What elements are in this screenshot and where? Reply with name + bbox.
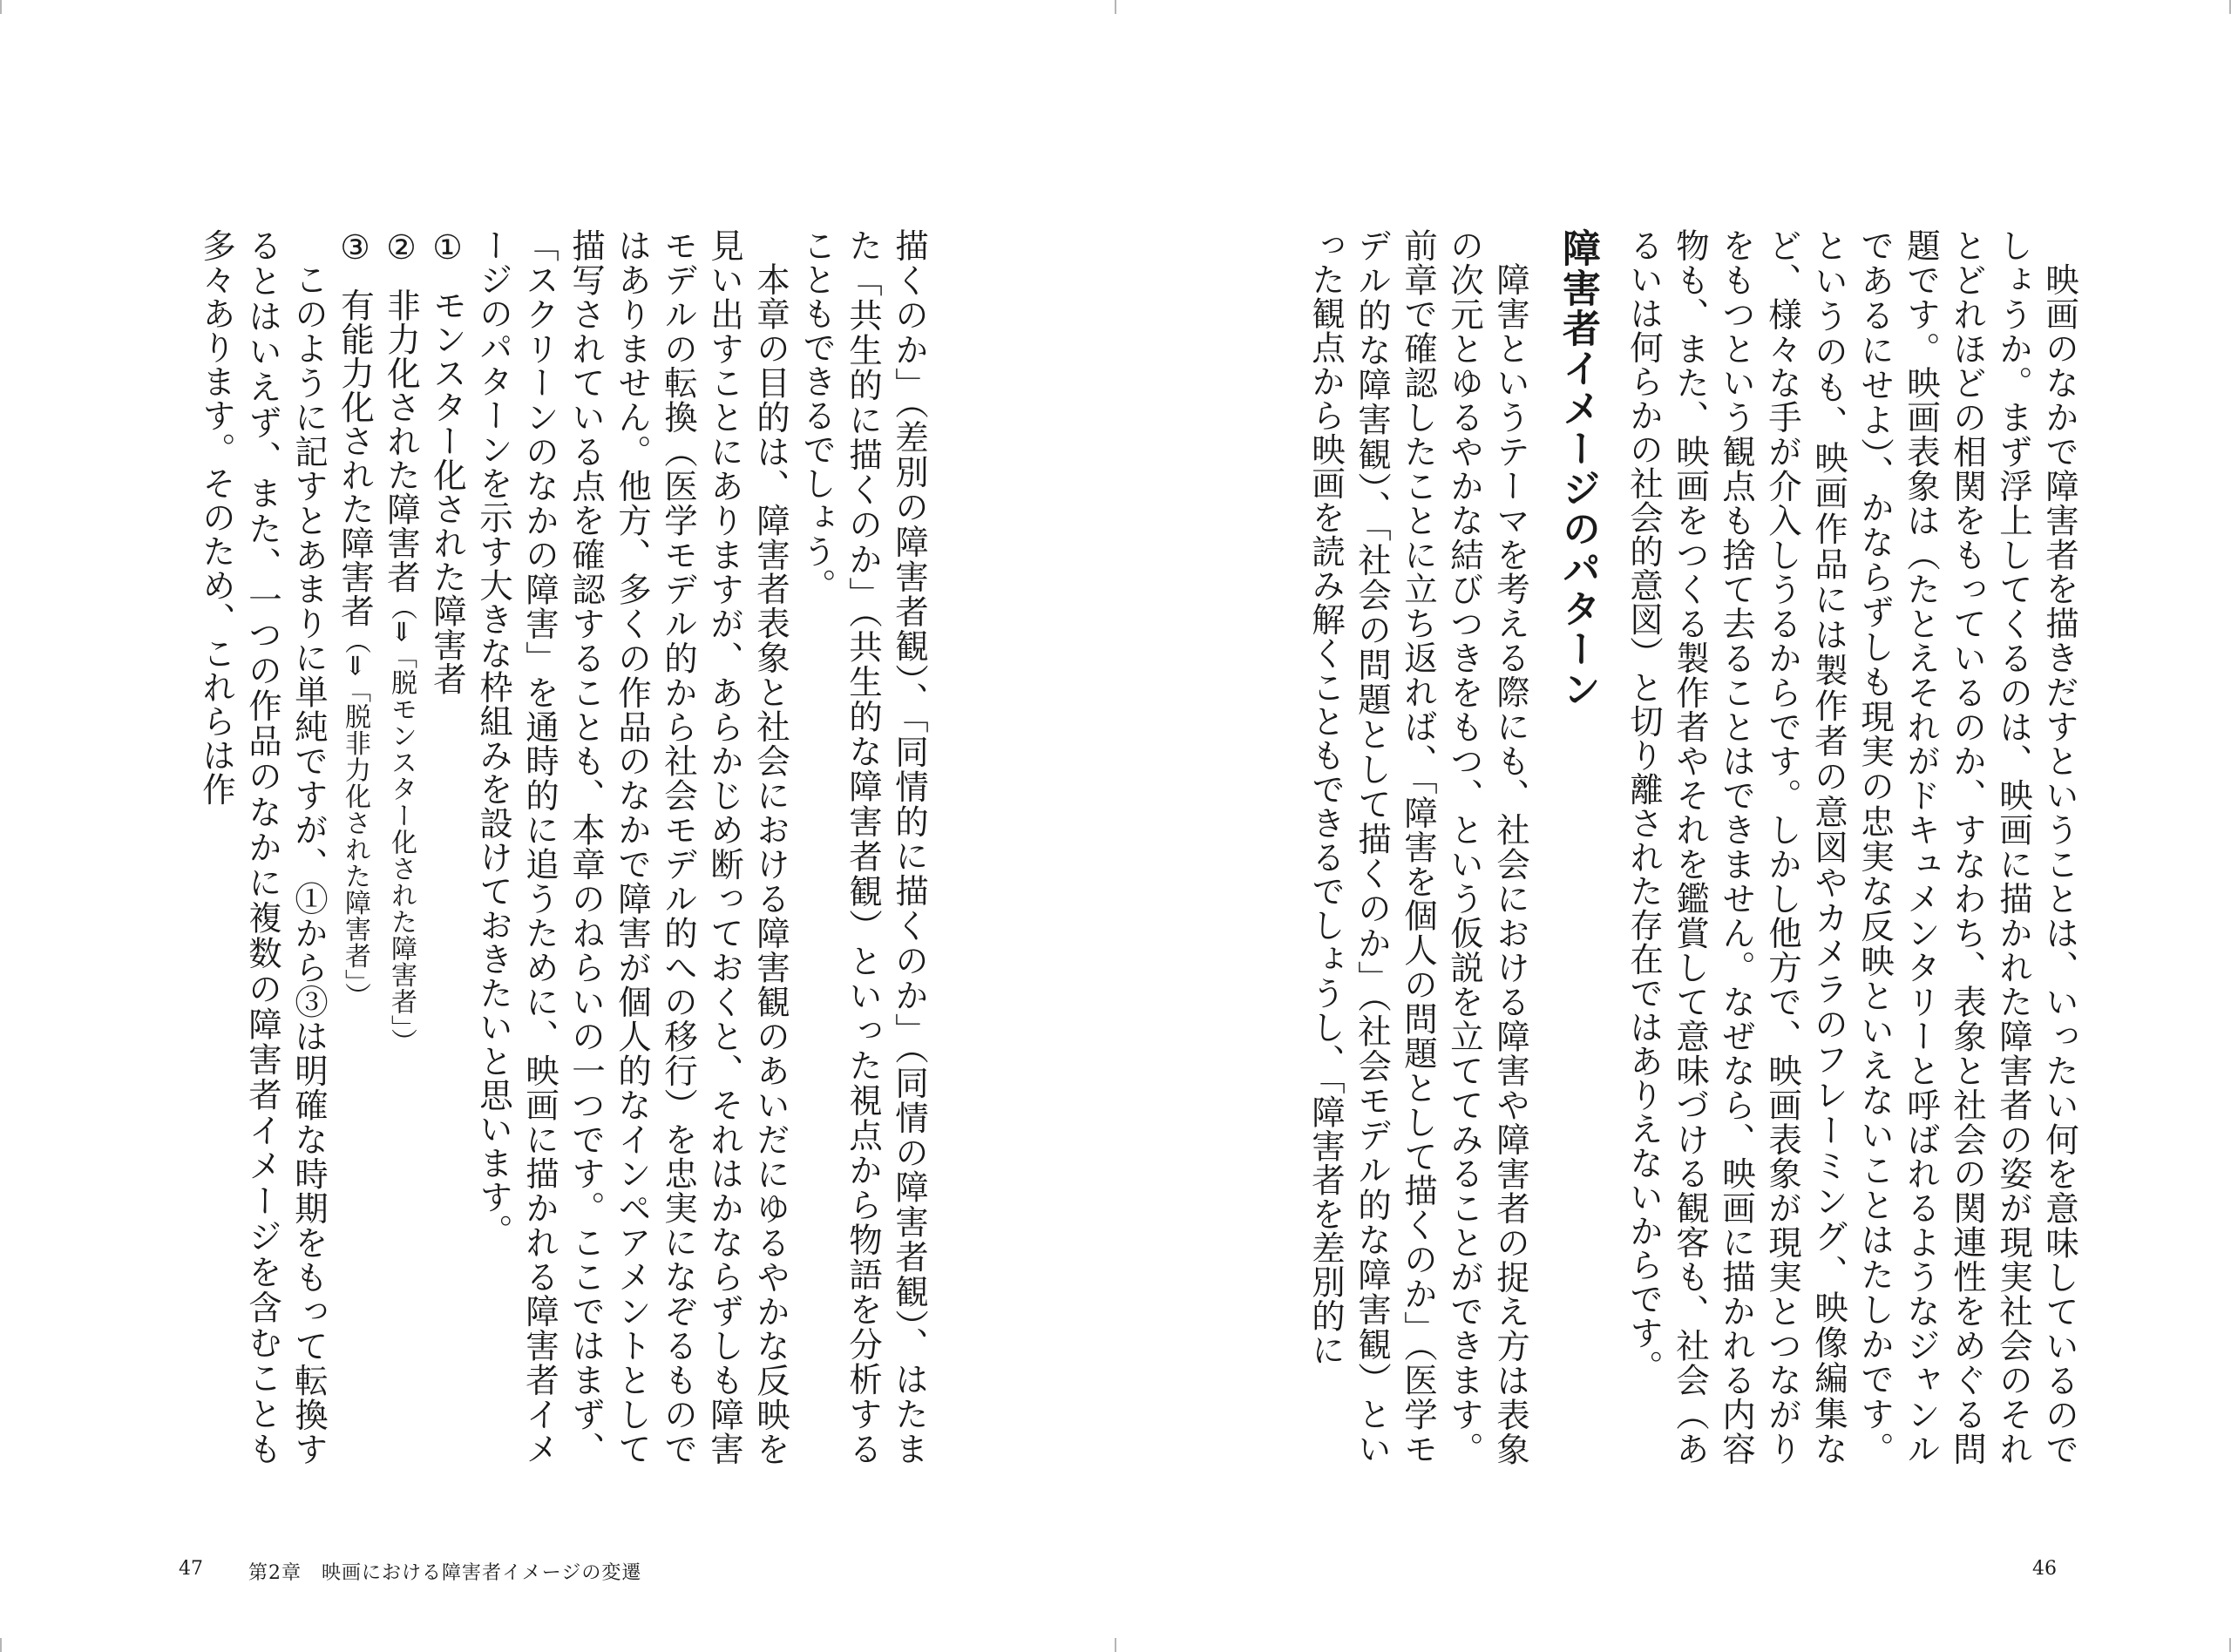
list-note: （⇒「脱非力化された障害者」） xyxy=(340,627,370,1010)
page-number: 47 xyxy=(179,1558,203,1580)
left-page-body xyxy=(183,228,932,1466)
section-heading: 障害者イメージのパターン xyxy=(1556,228,1600,709)
list-item-2 xyxy=(378,228,424,1466)
list-note: （⇒「脱モンスター化された障害者」） xyxy=(386,593,417,1055)
right-paragraph-1: 映画のなかで障害者を描きだすということは、いったい何を意味しているのでしょうか。まず浮上してくるのは、映画に描かれた障害者の姿が現実社会のそれとどれほどの相関をもっているのか、すなわち、表象と社会の関連性をめぐる問題です。映画表象は（たとえそれがドキュメンタリーと呼ばれるようなジャンルであるにせよ）、かならずしも現実の忠実な反映といえないことはたしかです。というのも、映画作品には製作者の意図やカメラのフレーミング、映像編集など、様々な手が介入しうるからです。しかし他方で、映画表象が現実とつながりをもつという観点も捨て去ることはできません。なぜなら、映画に描かれる内容物も、また、映画をつくる製作者やそれを鑑賞して意味づける観客も、社会（あるいは何らかの社会的意図）と切り離された存在ではありえないからです。 xyxy=(1624,228,2079,1466)
list-item-3 xyxy=(332,228,378,1466)
list-item-1 xyxy=(424,228,471,1466)
left-paragraph-1: 描くのか」（差別の障害者観）、「同情的に描くのか」（同情の障害者観）、はたまた「共生的に描くのか」（共生的な障害者観）といった視点から物語を分析することもできるでしょう。 xyxy=(797,228,929,1466)
list-number: ③ xyxy=(336,228,375,268)
right-page-body xyxy=(1299,228,2083,1466)
left-paragraph-closing: このように記すとあまりに単純ですが、①から③は明確な時期をもって転換するとはいえず、また、一つの作品のなかに複数の障害者イメージを含むことも多々あります。そのため、これらは作 xyxy=(197,228,329,1466)
left-paragraph-2: 本章の目的は、障害者表象と社会における障害観のあいだにゆるやかな反映を見い出すことにありますが、あらかじめ断っておくと、それはかならずしも障害モデルの転換（医学モデル的から社会モデル的への移行）を忠実になぞるものではありません。他方、多くの作品のなかで障害が個人的なインペアメントとして描写されている点を確認することも、本章のねらいの一つです。ここではまず、「スクリーンのなかの障害」を通時的に追うために、映画に描かれる障害者イメージのパターンを示す大きな枠組みを設けておきたいと思います。 xyxy=(474,228,790,1466)
right-page xyxy=(1116,0,2231,1652)
list-text: 有能力化された障害者 xyxy=(336,288,375,628)
list-number: ② xyxy=(382,228,421,268)
right-paragraph-2: 障害というテーマを考える際にも、社会における障害や障害者の捉え方は表象の次元とゆるやかな結びつきをもつ、という仮説を立ててみることができます。前章で確認したことに立ち返れば、「障害を個人の問題として描くのか」（医学モデル的な障害観）、「社会の問題として描くのか」（社会モデル的な障害観）といった観点から映画を読み解くこともできるでしょうし、「障害者を差別的に xyxy=(1306,228,1530,1466)
running-head: 第2章 映画における障害者イメージの変遷 xyxy=(248,1562,642,1584)
page-number: 46 xyxy=(2032,1558,2057,1580)
list-number: ① xyxy=(428,228,467,268)
list-text: モンスター化された障害者 xyxy=(428,288,467,696)
list-text: 非力化された障害者 xyxy=(382,288,421,594)
